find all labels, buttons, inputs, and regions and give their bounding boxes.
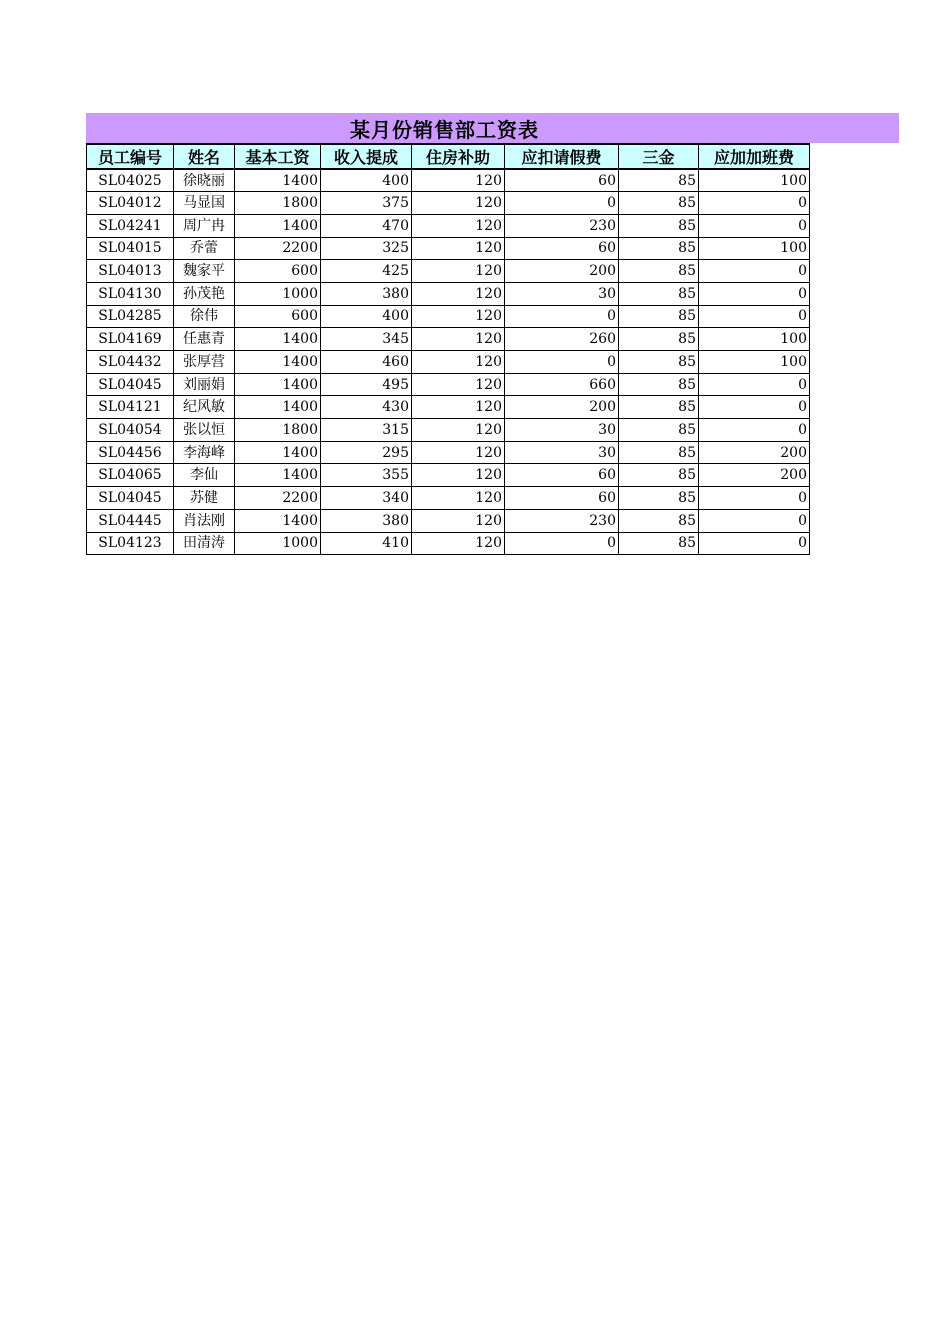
leave-deduction-cell[interactable]: 0 (505, 532, 619, 555)
leave-deduction-cell[interactable]: 60 (505, 169, 619, 192)
employee-id-cell[interactable]: SL04432 (87, 351, 174, 374)
housing-allowance-cell[interactable]: 120 (412, 351, 505, 374)
header-leave-deduction[interactable]: 应扣请假费 (505, 144, 619, 169)
salary-table (86, 143, 810, 555)
leave-deduction-cell[interactable]: 200 (505, 260, 619, 283)
table-row (87, 373, 810, 396)
table-row (87, 419, 810, 442)
base-salary-cell[interactable]: 1000 (235, 532, 321, 555)
employee-id-cell[interactable]: SL04015 (87, 237, 174, 260)
overtime-cell[interactable]: 0 (699, 396, 810, 419)
table-row (87, 169, 810, 192)
employee-id-cell[interactable]: SL04241 (87, 214, 174, 237)
employee-id-cell[interactable]: SL04123 (87, 532, 174, 555)
housing-allowance-cell[interactable]: 120 (412, 464, 505, 487)
commission-cell[interactable]: 325 (321, 237, 412, 260)
employee-id-cell[interactable]: SL04025 (87, 169, 174, 192)
name-cell[interactable]: 李海峰 (174, 441, 235, 464)
insurance-cell[interactable]: 85 (619, 260, 699, 283)
insurance-cell[interactable]: 85 (619, 532, 699, 555)
leave-deduction-cell[interactable]: 0 (505, 305, 619, 328)
name-cell[interactable]: 张以恒 (174, 419, 235, 442)
title-bar (86, 113, 899, 143)
insurance-cell[interactable]: 85 (619, 396, 699, 419)
overtime-cell[interactable]: 0 (699, 373, 810, 396)
name-cell[interactable]: 张厚营 (174, 351, 235, 374)
table-row (87, 441, 810, 464)
commission-cell[interactable]: 460 (321, 351, 412, 374)
employee-id-cell[interactable]: SL04045 (87, 487, 174, 510)
commission-cell[interactable]: 355 (321, 464, 412, 487)
header-name[interactable]: 姓名 (174, 144, 235, 169)
overtime-cell[interactable]: 0 (699, 192, 810, 215)
base-salary-cell[interactable]: 2200 (235, 487, 321, 510)
employee-id-cell[interactable]: SL04065 (87, 464, 174, 487)
overtime-cell[interactable]: 200 (699, 464, 810, 487)
leave-deduction-cell[interactable]: 30 (505, 441, 619, 464)
leave-deduction-cell[interactable]: 60 (505, 464, 619, 487)
name-cell[interactable]: 徐伟 (174, 305, 235, 328)
commission-cell[interactable]: 340 (321, 487, 412, 510)
insurance-cell[interactable]: 85 (619, 509, 699, 532)
housing-allowance-cell[interactable]: 120 (412, 532, 505, 555)
housing-allowance-cell[interactable]: 120 (412, 373, 505, 396)
name-cell[interactable]: 孙茂艳 (174, 282, 235, 305)
commission-cell[interactable]: 315 (321, 419, 412, 442)
employee-id-cell[interactable]: SL04121 (87, 396, 174, 419)
commission-cell[interactable]: 410 (321, 532, 412, 555)
table-row (87, 260, 810, 283)
overtime-cell[interactable]: 100 (699, 351, 810, 374)
table-row (87, 396, 810, 419)
overtime-cell[interactable]: 0 (699, 260, 810, 283)
insurance-cell[interactable]: 85 (619, 192, 699, 215)
base-salary-cell[interactable]: 1000 (235, 282, 321, 305)
table-row (87, 328, 810, 351)
insurance-cell[interactable]: 85 (619, 487, 699, 510)
insurance-cell[interactable]: 85 (619, 328, 699, 351)
housing-allowance-cell[interactable]: 120 (412, 441, 505, 464)
housing-allowance-cell[interactable]: 120 (412, 328, 505, 351)
leave-deduction-cell[interactable]: 60 (505, 487, 619, 510)
header-housing-allowance[interactable]: 住房补助 (412, 144, 505, 169)
housing-allowance-cell[interactable]: 120 (412, 487, 505, 510)
leave-deduction-cell[interactable]: 0 (505, 351, 619, 374)
name-cell[interactable]: 肖法刚 (174, 509, 235, 532)
base-salary-cell[interactable]: 1400 (235, 328, 321, 351)
header-overtime[interactable]: 应加加班费 (699, 144, 810, 169)
name-cell[interactable]: 徐晓丽 (174, 169, 235, 192)
name-cell[interactable]: 田清涛 (174, 532, 235, 555)
employee-id-cell[interactable]: SL04456 (87, 441, 174, 464)
overtime-cell[interactable]: 0 (699, 419, 810, 442)
insurance-cell[interactable]: 85 (619, 441, 699, 464)
name-cell[interactable]: 纪风敏 (174, 396, 235, 419)
base-salary-cell[interactable]: 2200 (235, 237, 321, 260)
commission-cell[interactable]: 345 (321, 328, 412, 351)
housing-allowance-cell[interactable]: 120 (412, 237, 505, 260)
name-cell[interactable]: 乔蕾 (174, 237, 235, 260)
name-cell[interactable]: 周广冉 (174, 214, 235, 237)
employee-id-cell[interactable]: SL04045 (87, 373, 174, 396)
commission-cell[interactable]: 295 (321, 441, 412, 464)
commission-cell[interactable]: 430 (321, 396, 412, 419)
name-cell[interactable]: 马显国 (174, 192, 235, 215)
overtime-cell[interactable]: 0 (699, 282, 810, 305)
employee-id-cell[interactable]: SL04445 (87, 509, 174, 532)
table-row (87, 282, 810, 305)
leave-deduction-cell[interactable]: 200 (505, 396, 619, 419)
table-row (87, 237, 810, 260)
commission-cell[interactable]: 470 (321, 214, 412, 237)
insurance-cell[interactable]: 85 (619, 419, 699, 442)
employee-id-cell[interactable]: SL04012 (87, 192, 174, 215)
name-cell[interactable]: 任惠青 (174, 328, 235, 351)
base-salary-cell[interactable]: 1400 (235, 214, 321, 237)
overtime-cell[interactable]: 0 (699, 214, 810, 237)
table-row (87, 192, 810, 215)
table-body (87, 169, 810, 555)
commission-cell[interactable]: 375 (321, 192, 412, 215)
header-commission[interactable]: 收入提成 (321, 144, 412, 169)
leave-deduction-cell[interactable]: 30 (505, 419, 619, 442)
employee-id-cell[interactable]: SL04130 (87, 282, 174, 305)
overtime-cell[interactable]: 100 (699, 237, 810, 260)
housing-allowance-cell[interactable]: 120 (412, 282, 505, 305)
insurance-cell[interactable]: 85 (619, 351, 699, 374)
base-salary-cell[interactable]: 1800 (235, 419, 321, 442)
commission-cell[interactable]: 400 (321, 169, 412, 192)
leave-deduction-cell[interactable]: 660 (505, 373, 619, 396)
leave-deduction-cell[interactable]: 0 (505, 192, 619, 215)
housing-allowance-cell[interactable]: 120 (412, 419, 505, 442)
header-employee-id[interactable]: 员工编号 (87, 144, 174, 169)
overtime-cell[interactable]: 100 (699, 169, 810, 192)
base-salary-cell[interactable]: 1400 (235, 464, 321, 487)
overtime-cell[interactable]: 0 (699, 532, 810, 555)
leave-deduction-cell[interactable]: 260 (505, 328, 619, 351)
leave-deduction-cell[interactable]: 30 (505, 282, 619, 305)
table-row (87, 214, 810, 237)
commission-cell[interactable]: 400 (321, 305, 412, 328)
base-salary-cell[interactable]: 1400 (235, 373, 321, 396)
table-row (87, 305, 810, 328)
leave-deduction-cell[interactable]: 60 (505, 237, 619, 260)
insurance-cell[interactable]: 85 (619, 282, 699, 305)
name-cell[interactable]: 苏健 (174, 487, 235, 510)
table-row (87, 509, 810, 532)
overtime-cell[interactable]: 0 (699, 509, 810, 532)
base-salary-cell[interactable]: 600 (235, 260, 321, 283)
commission-cell[interactable]: 380 (321, 282, 412, 305)
overtime-cell[interactable]: 0 (699, 305, 810, 328)
housing-allowance-cell[interactable]: 120 (412, 305, 505, 328)
base-salary-cell[interactable]: 1400 (235, 396, 321, 419)
base-salary-cell[interactable]: 1400 (235, 441, 321, 464)
header-base-salary[interactable]: 基本工资 (235, 144, 321, 169)
base-salary-cell[interactable]: 1800 (235, 192, 321, 215)
base-salary-cell[interactable]: 1400 (235, 169, 321, 192)
name-cell[interactable]: 魏家平 (174, 260, 235, 283)
base-salary-cell[interactable]: 600 (235, 305, 321, 328)
housing-allowance-cell[interactable]: 120 (412, 192, 505, 215)
name-cell[interactable]: 李仙 (174, 464, 235, 487)
employee-id-cell[interactable]: SL04169 (87, 328, 174, 351)
header-row (87, 144, 810, 169)
table-row (87, 487, 810, 510)
header-insurance[interactable]: 三金 (619, 144, 699, 169)
housing-allowance-cell[interactable]: 120 (412, 396, 505, 419)
overtime-cell[interactable]: 100 (699, 328, 810, 351)
insurance-cell[interactable]: 85 (619, 373, 699, 396)
table-row (87, 532, 810, 555)
insurance-cell[interactable]: 85 (619, 237, 699, 260)
housing-allowance-cell[interactable]: 120 (412, 509, 505, 532)
table-row (87, 351, 810, 374)
leave-deduction-cell[interactable]: 230 (505, 214, 619, 237)
insurance-cell[interactable]: 85 (619, 214, 699, 237)
housing-allowance-cell[interactable]: 120 (412, 169, 505, 192)
overtime-cell[interactable]: 0 (699, 487, 810, 510)
insurance-cell[interactable]: 85 (619, 464, 699, 487)
sheet-title: 某月份销售部工资表 (350, 117, 539, 142)
table-row (87, 464, 810, 487)
name-cell[interactable]: 刘丽娟 (174, 373, 235, 396)
insurance-cell[interactable]: 85 (619, 169, 699, 192)
overtime-cell[interactable]: 200 (699, 441, 810, 464)
housing-allowance-cell[interactable]: 120 (412, 260, 505, 283)
leave-deduction-cell[interactable]: 230 (505, 509, 619, 532)
commission-cell[interactable]: 495 (321, 373, 412, 396)
commission-cell[interactable]: 425 (321, 260, 412, 283)
insurance-cell[interactable]: 85 (619, 305, 699, 328)
base-salary-cell[interactable]: 1400 (235, 509, 321, 532)
base-salary-cell[interactable]: 1400 (235, 351, 321, 374)
employee-id-cell[interactable]: SL04285 (87, 305, 174, 328)
employee-id-cell[interactable]: SL04054 (87, 419, 174, 442)
commission-cell[interactable]: 380 (321, 509, 412, 532)
housing-allowance-cell[interactable]: 120 (412, 214, 505, 237)
employee-id-cell[interactable]: SL04013 (87, 260, 174, 283)
